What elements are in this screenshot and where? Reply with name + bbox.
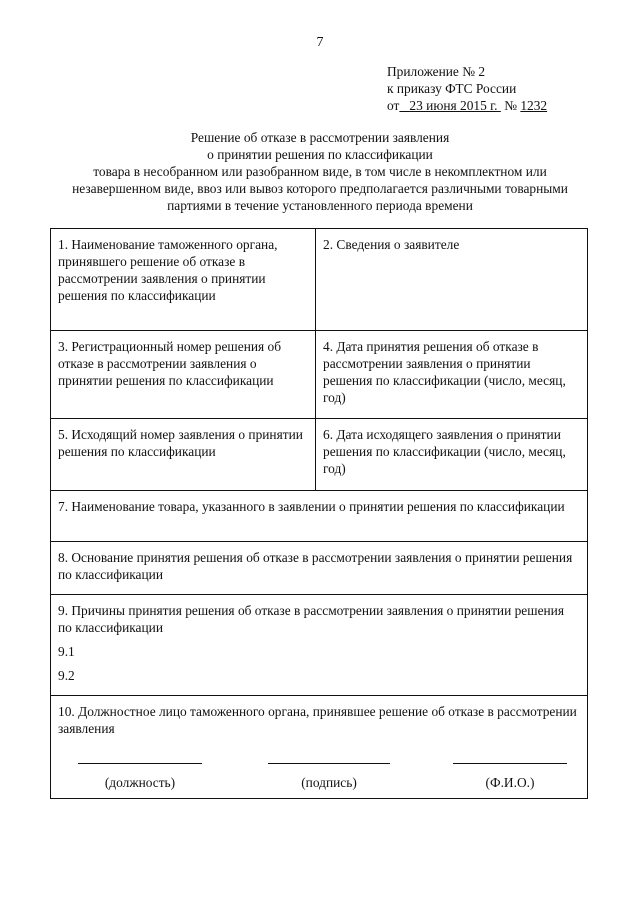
form-row-4: [51, 491, 587, 542]
decision-form-table: [50, 228, 588, 799]
form-row-5: [51, 542, 587, 595]
form-row-3: [51, 419, 587, 491]
field-goods-name[interactable]: 7. Наименование товара, указанного в заявлении о принятии решения по классификации: [58, 499, 565, 514]
number-prefix: №: [504, 98, 517, 113]
order-number: 1232: [520, 98, 548, 113]
field-registration-number[interactable]: 3. Регистрационный номер решения об отказе в рассмотрении заявления о принятии решения по классификации: [51, 331, 316, 418]
appendix-title: Приложение № 2: [387, 64, 486, 79]
document-title: [40, 129, 600, 214]
position-caption: (должность): [104, 775, 176, 790]
title-line: незавершенном виде, ввоз или вывоз которого предполагается различными товарными: [72, 181, 568, 196]
name-caption: (Ф.И.О.): [485, 775, 535, 790]
signature-sign: [268, 763, 390, 791]
field-refusal-reasons[interactable]: [51, 595, 587, 695]
form-row-6: [51, 595, 587, 696]
signature-line[interactable]: [453, 763, 567, 764]
title-line: партиями в течение установленного периода времени: [167, 198, 473, 213]
reason-9-2[interactable]: 9.2: [58, 668, 75, 683]
date-prefix: от: [387, 98, 400, 113]
signature-line[interactable]: [78, 763, 202, 764]
field-official[interactable]: 10. Должностное лицо таможенного органа, принявшее решение об отказе в рассмотрении заявления: [58, 704, 577, 736]
order-date: 23 июня 2015 г.: [409, 98, 498, 113]
field-refusal-basis[interactable]: 8. Основание принятия решения об отказе в рассмотрении заявления о принятии решения по классификации: [58, 550, 573, 582]
field-outgoing-number[interactable]: 5. Исходящий номер заявления о принятии решения по классификации: [51, 419, 316, 490]
title-line: Решение об отказе в рассмотрении заявления: [190, 130, 450, 145]
field-customs-authority[interactable]: 1. Наименование таможенного органа, принявшего решение об отказе в рассмотрении заявления о принятии решения по классификации: [51, 229, 316, 330]
field-outgoing-date[interactable]: 6. Дата исходящего заявления о принятии решения по классификации (число, месяц, год): [323, 427, 566, 476]
appendix-order: к приказу ФТС России: [387, 81, 517, 96]
form-row-1: [51, 229, 587, 331]
reason-9-1[interactable]: 9.1: [58, 644, 75, 659]
signature-block: [50, 763, 588, 793]
appendix-header: [387, 63, 627, 114]
title-line: о принятии решения по классификации: [207, 147, 433, 162]
appendix-date-line: [387, 97, 627, 114]
field-applicant-info[interactable]: 2. Сведения о заявителе: [323, 237, 460, 252]
page-number: 7: [316, 35, 324, 50]
signature-line[interactable]: [268, 763, 390, 764]
signature-position: [78, 763, 202, 791]
signature-name: [453, 763, 567, 791]
form-row-2: [51, 331, 587, 419]
sign-caption: (подпись): [301, 775, 357, 790]
field-decision-date[interactable]: 4. Дата принятия решения об отказе в рассмотрении заявления о принятии решения по классификации (число, месяц, год): [323, 339, 566, 405]
title-line: товара в несобранном или разобранном виде, в том числе в некомплектном или: [93, 164, 547, 179]
refusal-reasons-label: 9. Причины принятия решения об отказе в рассмотрении заявления о принятии решения по классификации: [58, 603, 564, 635]
